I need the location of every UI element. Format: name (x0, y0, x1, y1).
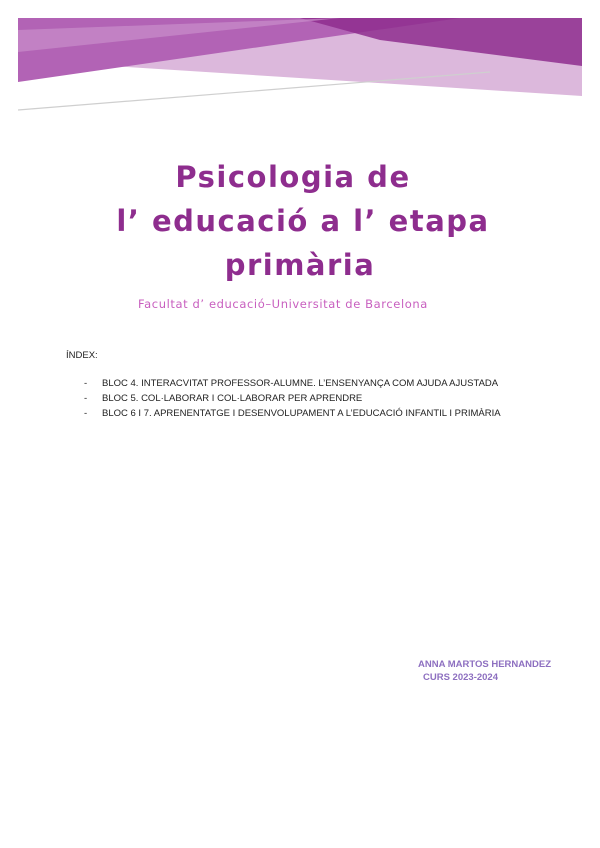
index-item-text: BLOC 6 I 7. APRENENTATGE I DESENVOLUPAMENT A L’EDUCACIÓ INFANTIL I PRIMÀRIA (102, 408, 501, 419)
subtitle: Facultat d’ educació–Universitat de Barcelona (138, 297, 428, 311)
index-bullet: - (84, 408, 88, 419)
index-item (84, 376, 501, 391)
course-year: CURS 2023-2024 (423, 672, 498, 683)
index-item (84, 406, 501, 421)
document-title (0, 155, 600, 287)
index-list (84, 376, 501, 421)
index-heading: ÍNDEX: (66, 350, 98, 361)
author-name: ANNA MARTOS HERNANDEZ (418, 659, 551, 670)
banner-underline (18, 72, 490, 110)
title-line-1: Psicologia de (175, 160, 411, 194)
header-banner (0, 0, 600, 120)
author-block (418, 658, 551, 684)
title-line-3: primària (224, 248, 376, 282)
index-item-text: BLOC 5. COL·LABORAR I COL·LABORAR PER APRENDRE (102, 393, 363, 404)
title-line-2: l’ educació a l’ etapa (116, 204, 490, 238)
index-item-text: BLOC 4. INTERACVITAT PROFESSOR-ALUMNE. L’ENSENYANÇA COM AJUDA AJUSTADA (102, 378, 499, 389)
index-bullet: - (84, 393, 88, 404)
index-item (84, 391, 501, 406)
index-bullet: - (84, 378, 88, 389)
